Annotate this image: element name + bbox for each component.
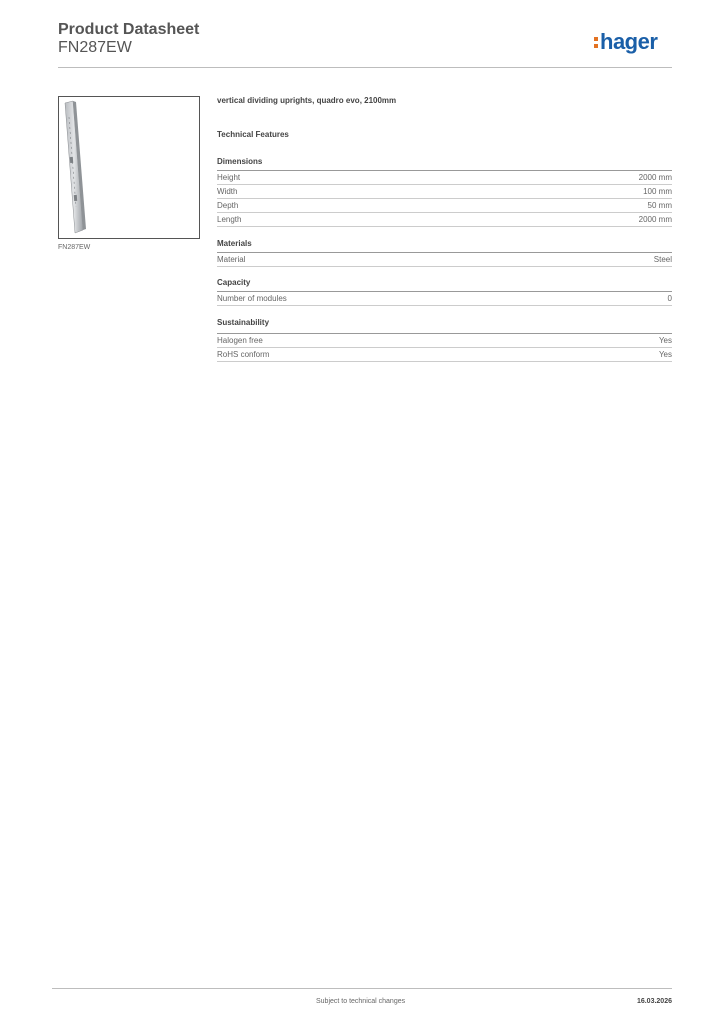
footer-note: Subject to technical changes xyxy=(316,998,406,1005)
spec-value: 2000 mm xyxy=(638,215,672,224)
spec-row xyxy=(217,253,672,267)
spec-label: Width xyxy=(217,187,238,196)
spec-row xyxy=(217,348,672,362)
spec-value: 0 xyxy=(667,294,672,303)
spec-value: Steel xyxy=(653,255,672,264)
section-sustainability xyxy=(217,317,672,362)
page-title: Product Datasheet xyxy=(58,21,200,38)
header-divider xyxy=(58,67,672,68)
spec-label: Halogen free xyxy=(217,336,263,345)
section-title: Dimensions xyxy=(217,157,263,166)
spec-label: Depth xyxy=(217,201,239,210)
product-description: vertical dividing uprights, quadro evo, 2100mm xyxy=(217,96,397,105)
section-title: Materials xyxy=(217,239,252,248)
hager-logo xyxy=(594,29,657,55)
spec-row xyxy=(217,213,672,227)
section-title: Capacity xyxy=(217,278,251,287)
technical-features-heading: Technical Features xyxy=(217,130,289,139)
spec-label: Height xyxy=(217,173,241,182)
product-image xyxy=(58,96,200,239)
spec-value: 2000 mm xyxy=(638,173,672,182)
section-materials xyxy=(217,238,672,267)
section-capacity xyxy=(217,277,672,306)
logo-text: hager xyxy=(600,29,658,54)
spec-row xyxy=(217,171,672,185)
section-dimensions xyxy=(217,156,672,227)
spec-label: RoHS conform xyxy=(217,350,270,359)
spec-row xyxy=(217,292,672,306)
logo-dots-icon xyxy=(594,37,598,48)
spec-row xyxy=(217,334,672,348)
spec-row xyxy=(217,185,672,199)
spec-label: Length xyxy=(217,215,242,224)
spec-value: Yes xyxy=(658,336,672,345)
spec-value: Yes xyxy=(658,350,672,359)
spec-label: Number of modules xyxy=(217,294,287,303)
spec-row xyxy=(217,199,672,213)
footer-divider xyxy=(52,988,672,989)
image-caption: FN287EW xyxy=(58,244,91,251)
product-code: FN287EW xyxy=(58,39,132,56)
spec-value: 100 mm xyxy=(643,187,672,196)
spec-label: Material xyxy=(217,255,246,264)
spec-value: 50 mm xyxy=(647,201,672,210)
section-title: Sustainability xyxy=(217,318,270,327)
footer-date: 16.03.2026 xyxy=(636,998,672,1005)
upright-rail-icon xyxy=(59,97,199,238)
